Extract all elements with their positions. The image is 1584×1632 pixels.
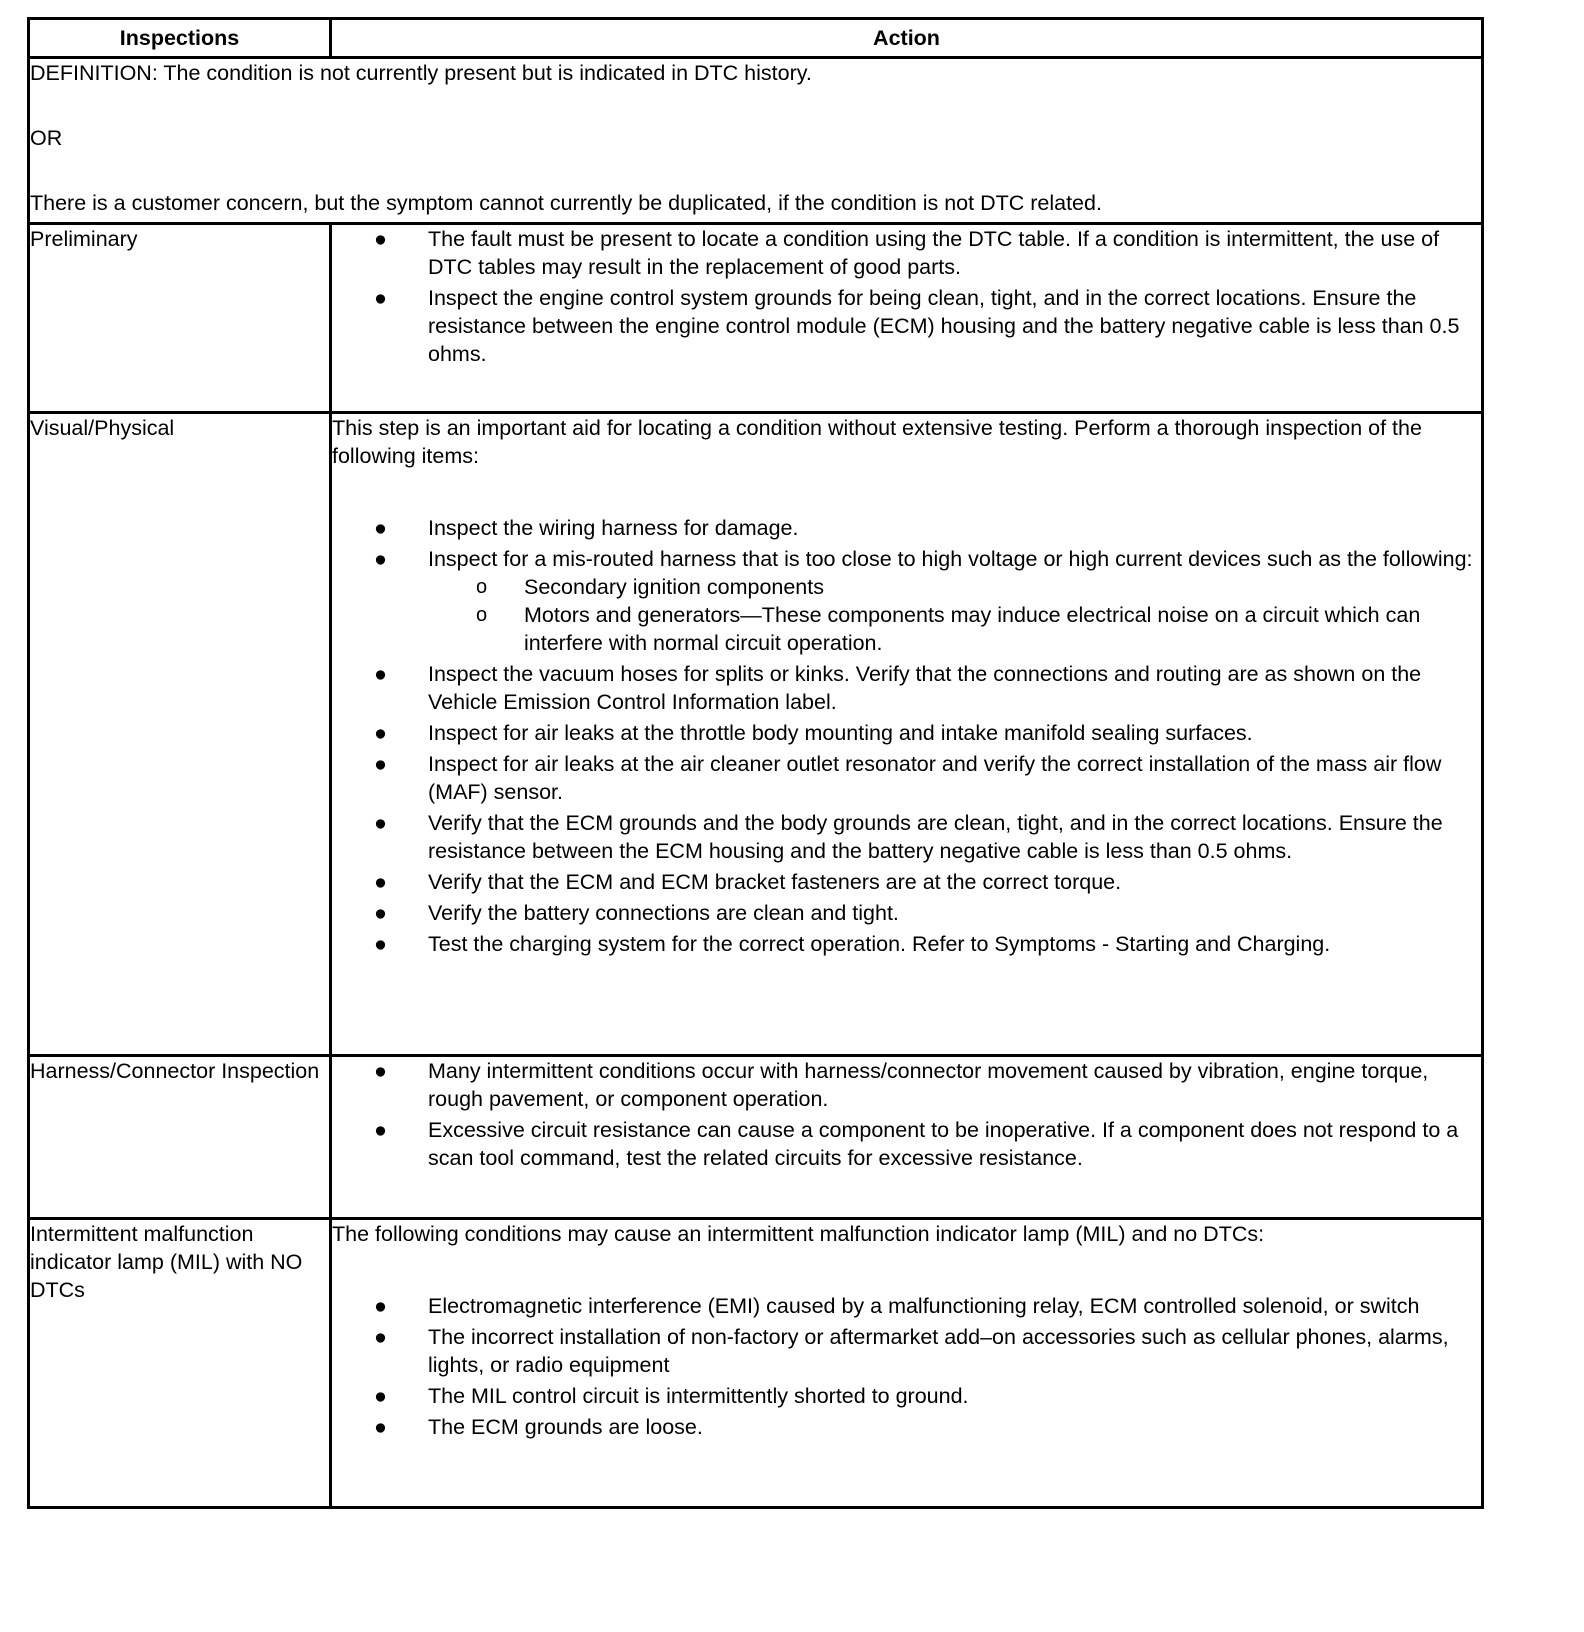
list-item (374, 1116, 1481, 1172)
bullet-icon: ● (374, 1325, 387, 1349)
row-action (331, 1219, 1483, 1508)
header-inspections: Inspections (29, 19, 331, 58)
bullet-icon: ● (374, 516, 387, 540)
table-row-intermittent-mil (29, 1219, 1483, 1508)
bullet-icon: ● (374, 547, 387, 571)
header-row (29, 19, 1483, 58)
bullet-icon: ● (374, 870, 387, 894)
row-label: Preliminary (29, 224, 331, 413)
list-item (374, 868, 1481, 896)
list-item-text: Many intermittent conditions occur with harness/connector movement caused by vibration, engine torque, rough pavement, or component operation. (428, 1059, 1429, 1111)
table-row-visual-physical (29, 413, 1483, 1056)
row-label: Harness/Connector Inspection (29, 1056, 331, 1219)
row-label: Intermittent malfunction indicator lamp (MIL) with NO DTCs (29, 1219, 331, 1508)
bullet-icon: ● (374, 1059, 387, 1083)
sub-list-item-text: Secondary ignition components (524, 575, 824, 599)
list-item-text: Electromagnetic interference (EMI) caused by a malfunctioning relay, ECM controlled solenoid, or switch (428, 1294, 1420, 1318)
list-item-text: Inspect the engine control system grounds for being clean, tight, and in the correct locations. Ensure the resistance between the engine control module (ECM) housing and the battery negative cable is less than 0.5 ohms. (428, 286, 1460, 366)
bullet-list (332, 514, 1481, 958)
bullet-icon: ● (374, 901, 387, 925)
circle-bullet-icon: o (476, 604, 488, 626)
bullet-list (332, 1057, 1481, 1172)
bullet-list (332, 1292, 1481, 1441)
bullet-icon: ● (374, 1415, 387, 1439)
row-label: Visual/Physical (29, 413, 331, 1056)
list-item-text: The incorrect installation of non-factory or aftermarket add–on accessories such as cellular phones, alarms, lights, or radio equipment (428, 1325, 1449, 1377)
definition-or: OR (30, 126, 63, 150)
list-item-text: Test the charging system for the correct operation. Refer to Symptoms - Starting and Charging. (428, 932, 1331, 956)
list-item (374, 750, 1481, 806)
bullet-icon: ● (374, 932, 387, 956)
list-item (374, 284, 1481, 368)
row-intro: The following conditions may cause an intermittent malfunction indicator lamp (MIL) and no DTCs: (332, 1222, 1265, 1246)
bullet-icon: ● (374, 721, 387, 745)
row-action (331, 224, 1483, 413)
list-item (374, 660, 1481, 716)
row-intro: This step is an important aid for locating a condition without extensive testing. Perform a thorough inspection of the following items: (332, 416, 1422, 468)
definition-cell (29, 58, 1483, 224)
list-item-text: Inspect for air leaks at the air cleaner outlet resonator and verify the correct installation of the mass air flow (MAF) sensor. (428, 752, 1442, 804)
list-item (374, 930, 1481, 958)
definition-row (29, 58, 1483, 224)
list-item (374, 809, 1481, 865)
bullet-icon: ● (374, 1384, 387, 1408)
bullet-icon: ● (374, 752, 387, 776)
bullet-icon: ● (374, 227, 387, 251)
list-item (374, 514, 1481, 542)
list-item (374, 545, 1481, 657)
list-item (374, 1323, 1481, 1379)
bullet-icon: ● (374, 286, 387, 310)
list-item-text: The ECM grounds are loose. (428, 1415, 703, 1439)
list-item (374, 1382, 1481, 1410)
list-item (374, 1057, 1481, 1113)
list-item-text: Inspect for a mis-routed harness that is too close to high voltage or high current devices such as the following: (428, 547, 1473, 571)
bullet-icon: ● (374, 811, 387, 835)
bullet-icon: ● (374, 662, 387, 686)
list-item-text: The fault must be present to locate a condition using the DTC table. If a condition is intermittent, the use of DTC tables may result in the replacement of good parts. (428, 227, 1440, 279)
list-item-text: Excessive circuit resistance can cause a component to be inoperative. If a component does not respond to a scan tool command, test the related circuits for excessive resistance. (428, 1118, 1459, 1170)
definition-alt: There is a customer concern, but the symptom cannot currently be duplicated, if the condition is not DTC related. (30, 191, 1102, 215)
list-item (374, 1413, 1481, 1441)
list-item-text: Inspect the wiring harness for damage. (428, 516, 799, 540)
list-item (374, 1292, 1481, 1320)
sub-list-item-text: Motors and generators—These components may induce electrical noise on a circuit which can interfere with normal circuit operation. (524, 603, 1421, 655)
list-item-text: Verify that the ECM grounds and the body grounds are clean, tight, and in the correct locations. Ensure the resistance between the ECM housing and the battery negative cable is less than 0.5 ohms. (428, 811, 1443, 863)
list-item (374, 719, 1481, 747)
row-action (331, 413, 1483, 1056)
sub-list-item (476, 573, 1481, 601)
inspections-table (27, 17, 1484, 1509)
row-action (331, 1056, 1483, 1219)
list-item-text: The MIL control circuit is intermittently shorted to ground. (428, 1384, 969, 1408)
table-row-harness-connector (29, 1056, 1483, 1219)
list-item (374, 225, 1481, 281)
list-item-text: Verify the battery connections are clean and tight. (428, 901, 899, 925)
bullet-icon: ● (374, 1118, 387, 1142)
list-item-text: Inspect the vacuum hoses for splits or kinks. Verify that the connections and routing are as shown on the Vehicle Emission Control Information label. (428, 662, 1422, 714)
list-item (374, 899, 1481, 927)
header-action: Action (331, 19, 1483, 58)
list-item-text: Verify that the ECM and ECM bracket fasteners are at the correct torque. (428, 870, 1122, 894)
circle-bullet-icon: o (476, 576, 488, 598)
sub-bullet-list (428, 573, 1481, 657)
definition-text: DEFINITION: The condition is not currently present but is indicated in DTC history. (30, 61, 812, 85)
sub-list-item (476, 601, 1481, 657)
table-row-preliminary (29, 224, 1483, 413)
bullet-list (332, 225, 1481, 368)
bullet-icon: ● (374, 1294, 387, 1318)
list-item-text: Inspect for air leaks at the throttle body mounting and intake manifold sealing surfaces. (428, 721, 1253, 745)
